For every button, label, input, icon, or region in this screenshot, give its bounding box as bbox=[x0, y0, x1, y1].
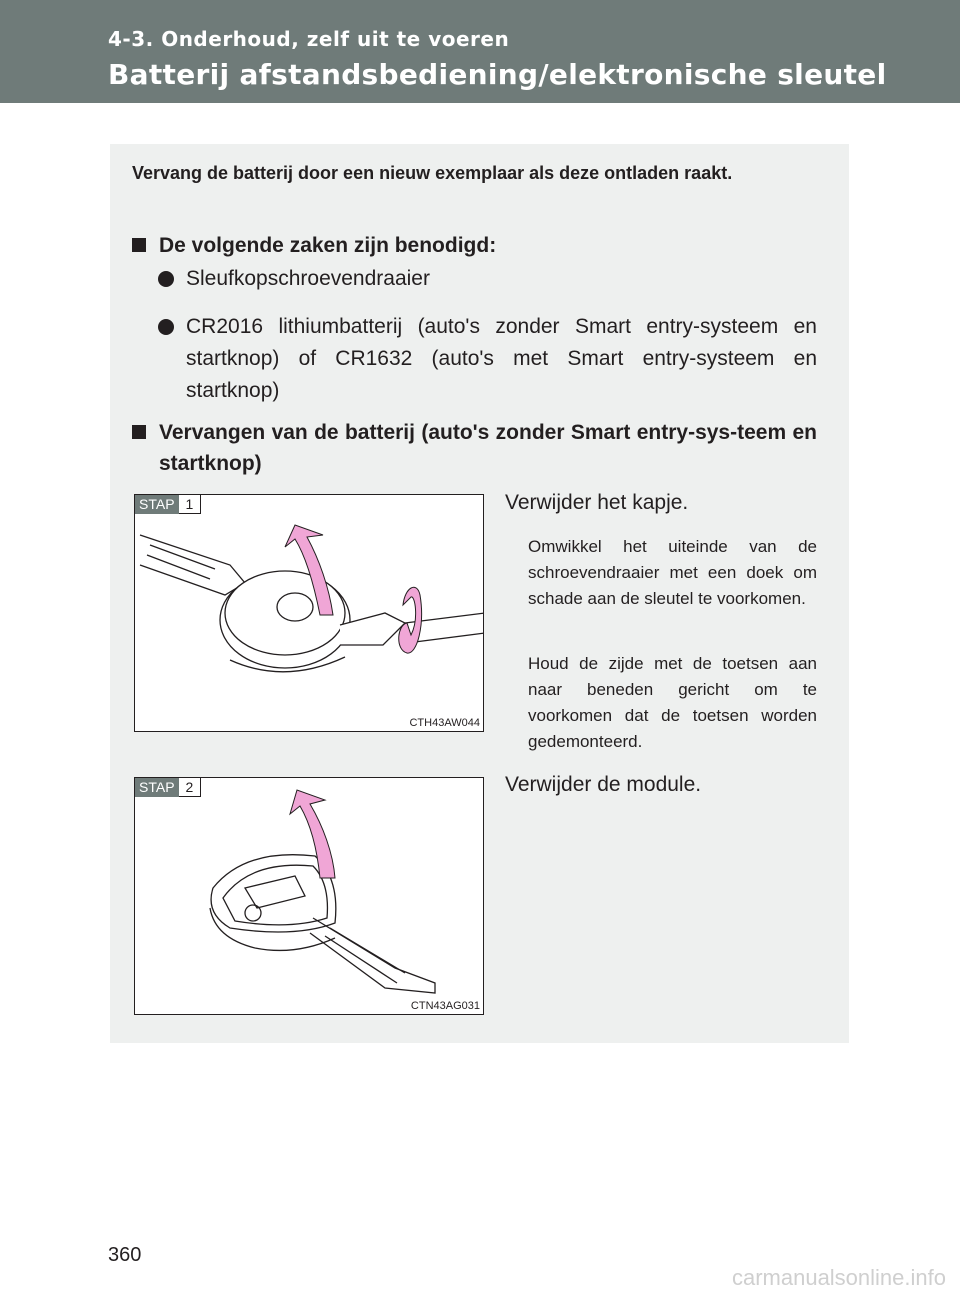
round-bullet-icon bbox=[158, 319, 174, 335]
step-badge: STAP 1 bbox=[135, 495, 201, 514]
step1-figure bbox=[134, 494, 484, 732]
step-badge: STAP 2 bbox=[135, 778, 201, 797]
page-header bbox=[0, 0, 960, 103]
step1-note: Houd de zijde met de toetsen aan naar beneden gericht om te voorkomen dat de toetsen worden gedemonteerd. bbox=[528, 654, 817, 751]
figure-code: CTN43AG031 bbox=[410, 1000, 480, 1012]
intro-text: Vervang de batterij door een nieuw exemplaar als deze ontladen raakt. bbox=[132, 163, 733, 183]
step1-note: Omwikkel het uiteinde van de schroevendraaier met een doek om schade aan de sleutel te voorkomen. bbox=[528, 537, 817, 608]
needed-heading: De volgende zaken zijn benodigd: bbox=[132, 230, 817, 261]
section-title: 4-3. Onderhoud, zelf uit te voeren bbox=[108, 27, 510, 51]
square-bullet-icon bbox=[132, 238, 146, 252]
module-removal-illustration bbox=[135, 778, 484, 1015]
step2-figure bbox=[134, 777, 484, 1015]
step1-title: Verwijder het kapje. bbox=[505, 491, 689, 514]
figure-code: CTH43AW044 bbox=[409, 717, 480, 729]
page-number: 360 bbox=[108, 1244, 142, 1266]
square-bullet-icon bbox=[132, 425, 146, 439]
list-item: Sleufkopschroevendraaier bbox=[158, 263, 817, 295]
key-cap-removal-illustration bbox=[135, 495, 484, 732]
list-item: CR2016 lithiumbatterij (auto's zonder Smart entry-systeem en startknop) of CR1632 (auto's met Smart entry-systeem en startknop) bbox=[158, 311, 817, 407]
page-title: Batterij afstandsbediening/elektronische sleutel bbox=[108, 58, 887, 91]
watermark: carmanualsonline.info bbox=[731, 1265, 946, 1290]
replace-heading: Vervangen van de batterij (auto's zonder Smart entry-sys-teem en startknop) bbox=[132, 417, 817, 479]
round-bullet-icon bbox=[158, 271, 174, 287]
step2-title: Verwijder de module. bbox=[505, 773, 702, 796]
